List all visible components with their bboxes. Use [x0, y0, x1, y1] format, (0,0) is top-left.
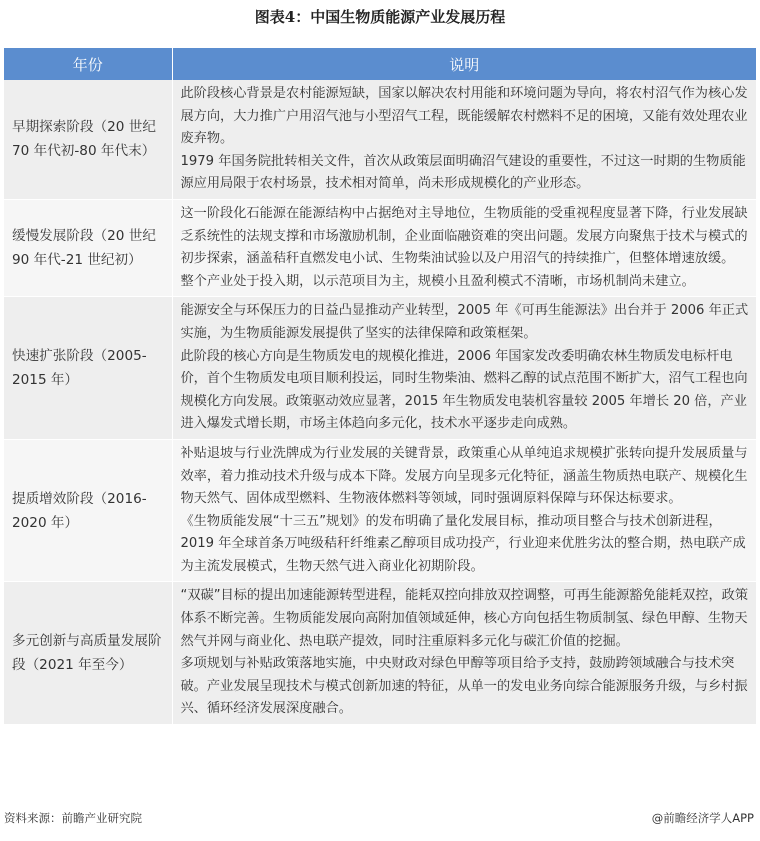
brand-credit: @前瞻经济学人APP: [651, 811, 754, 825]
period-cell: 多元创新与高质量发展阶段（2021 年至今）: [4, 582, 172, 725]
table-header-row: [4, 48, 756, 80]
description-cell: [172, 297, 756, 440]
chart-title: 图表4：中国生物质能源产业发展历程: [254, 8, 506, 26]
description-paragraph: 此阶段的核心方向是生物质发电的规模化推进，2006 年国家发改委明确农林生物质发电标杆电价，首个生物质发电项目顺利投运，同时生物柴油、燃料乙醇的试点范围不断扩大，沼气工程也向规模化方向发展。政策驱动效应显著，2015 年生物质发电装机容量较 2005 年增长 20 倍，产业进入爆发式增长期，市场主体趋向多元化，技术水平逐步走向成熟。: [180, 348, 748, 432]
description-cell: [172, 582, 756, 725]
description-cell: [172, 80, 756, 199]
table-row: [4, 199, 756, 296]
description-paragraph: 补贴退坡与行业洗牌成为行业发展的关键背景，政策重心从单纯追求规模扩张转向提升发展质量与效率，着力推动技术升级与成本下降。发展方向呈现多元化特征，涵盖生物质热电联产、规模化生物天然气、固体成型燃料、生物液体燃料等领域，同时强调原料保障与环保达标要求。: [180, 445, 748, 507]
description-cell: [172, 199, 756, 296]
source-note: 资料来源：前瞻产业研究院: [4, 811, 142, 825]
description-paragraph: 这一阶段化石能源在能源结构中占据绝对主导地位，生物质能的受重视程度显著下降，行业发展缺乏系统性的法规支撑和市场激励机制，企业面临融资难的突出问题。发展方向聚焦于技术与模式的初步探索，涵盖秸秆直燃发电小试、生物柴油试验以及户用沼气的持续推广，但整体增速放缓。: [180, 205, 748, 267]
period-cell: 早期探索阶段（20 世纪 70 年代初-80 年代末）: [4, 80, 172, 199]
table-row: [4, 582, 756, 725]
period-cell: 缓慢发展阶段（20 世纪 90 年代-21 世纪初）: [4, 199, 172, 296]
table-row: [4, 297, 756, 440]
description-paragraph: 整个产业处于投入期，以示范项目为主，规模小且盈利模式不清晰，市场机制尚未建立。: [180, 273, 695, 289]
description-paragraph: 《生物质能发展“十三五”规划》的发布明确了量化发展目标，推动项目整合与技术创新进程，2019 年全球首条万吨级秸秆纤维素乙醇项目成功投产，行业迎来优胜劣汰的整合期，热电联产成为主流发展模式，生物天然气进入商业化初期阶段。: [180, 513, 746, 574]
development-history-table: [4, 48, 756, 725]
description-paragraph: 1979 年国务院批转相关文件，首次从政策层面明确沼气建设的重要性，不过这一时期的生物质能源应用局限于农村场景，技术相对简单，尚未形成规模化的产业形态。: [180, 153, 746, 192]
description-paragraph: 能源安全与环保压力的日益凸显推动产业转型，2005 年《可再生能源法》出台并于 2006 年正式实施，为生物质能源发展提供了坚实的法律保障和政策框架。: [180, 303, 749, 341]
period-cell: 快速扩张阶段（2005-2015 年）: [4, 297, 172, 440]
period-cell: 提质增效阶段（2016-2020 年）: [4, 439, 172, 582]
table-row: [4, 80, 756, 199]
table-row: [4, 439, 756, 582]
header-period: 年份: [4, 48, 172, 80]
description-paragraph: 此阶段核心背景是农村能源短缺，国家以解决农村用能和环境问题为导向，将农村沼气作为核心发展方向，大力推广户用沼气池与小型沼气工程，既能缓解农村燃料不足的困境，又能有效处理农业废弃物。: [180, 86, 748, 147]
description-paragraph: “双碳”目标的提出加速能源转型进程，能耗双控向排放双控调整，可再生能源豁免能耗双控，政策体系不断完善。生物质能发展向高附加值领域延伸，核心方向包括生物质制氢、绿色甲醇、生物天然气并网与商业化、热电联产提效，同时注重原料多元化与碳汇价值的挖掘。: [180, 588, 749, 649]
description-cell: [172, 439, 756, 582]
description-paragraph: 多项规划与补贴政策落地实施，中央财政对绿色甲醇等项目给予支持，鼓励跨领域融合与技术突破。产业发展呈现技术与模式创新加速的特征，从单一的发电业务向综合能源服务升级，与乡村振兴、循环经济发展深度融合。: [180, 656, 748, 717]
header-description: 说明: [172, 48, 756, 80]
